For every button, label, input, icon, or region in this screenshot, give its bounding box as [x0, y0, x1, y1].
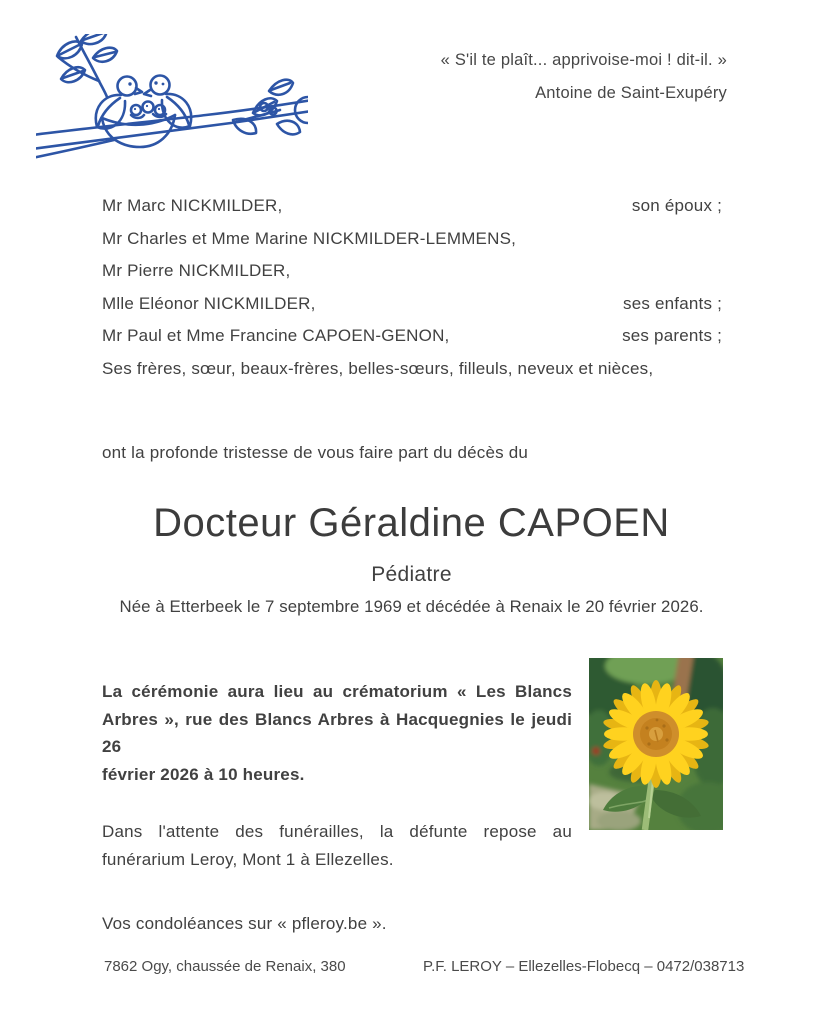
family-member-name: Ses frères, sœur, beaux-frères, belles-sœurs, filleuls, neveux et nièces,	[102, 358, 654, 378]
quote-author: Antoine de Saint-Exupéry	[535, 84, 727, 102]
family-row	[102, 229, 722, 262]
family-member-name: Mr Marc NICKMILDER,	[102, 196, 283, 215]
family-row	[102, 294, 722, 327]
repose-paragraph	[102, 818, 572, 873]
deceased-name: Docteur Géraldine CAPOEN	[153, 501, 670, 545]
ceremony-paragraph	[102, 678, 572, 788]
family-row	[102, 359, 722, 392]
family-row	[102, 196, 722, 229]
family-member-name: Mr Pierre NICKMILDER,	[102, 261, 291, 280]
condolences-line: Vos condoléances sur « pfleroy.be ».	[102, 914, 387, 933]
life-dates: Née à Etterbeek le 7 septembre 1969 et décédée à Renaix le 20 février 2026.	[119, 597, 704, 616]
ceremony-line: La cérémonie aura lieu au crématorium « Les Blancs	[102, 682, 572, 701]
family-row	[102, 261, 722, 294]
sunflower-photo	[589, 658, 723, 830]
repose-line: funérarium Leroy, Mont 1 à Ellezelles.	[102, 849, 394, 869]
family-member-name: Mr Charles et Mme Marine NICKMILDER-LEMMENS,	[102, 228, 517, 248]
deceased-profession: Pédiatre	[371, 563, 452, 586]
footer-funeral-home: P.F. LEROY – Ellezelles-Flobecq – 0472/038713	[423, 958, 745, 975]
family-member-name: Mlle Eléonor NICKMILDER,	[102, 293, 316, 313]
family-list	[102, 196, 722, 391]
quote-text: « S'il te plaît... apprivoise-moi ! dit-il. »	[440, 51, 727, 69]
footer-address: 7862 Ogy, chaussée de Renaix, 380	[104, 958, 346, 975]
ceremony-line: Arbres », rue des Blancs Arbres à Hacquegnies le jeudi 26	[102, 709, 572, 756]
ceremony-line: février 2026 à 10 heures.	[102, 764, 305, 784]
family-relation: ses enfants ;	[623, 293, 722, 313]
family-relation: son époux ;	[631, 196, 722, 215]
birds-nest-illustration-icon	[36, 34, 308, 176]
main-text-column	[102, 678, 572, 951]
family-relation: ses parents ;	[622, 326, 722, 345]
announcement-line: ont la profonde tristesse de vous faire part du décès du	[102, 443, 529, 462]
quote-block	[441, 44, 727, 110]
family-member-name: Mr Paul et Mme Francine CAPOEN-GENON,	[102, 326, 450, 345]
family-row	[102, 326, 722, 359]
repose-line: Dans l'attente des funérailles, la défunte repose au	[102, 822, 572, 841]
